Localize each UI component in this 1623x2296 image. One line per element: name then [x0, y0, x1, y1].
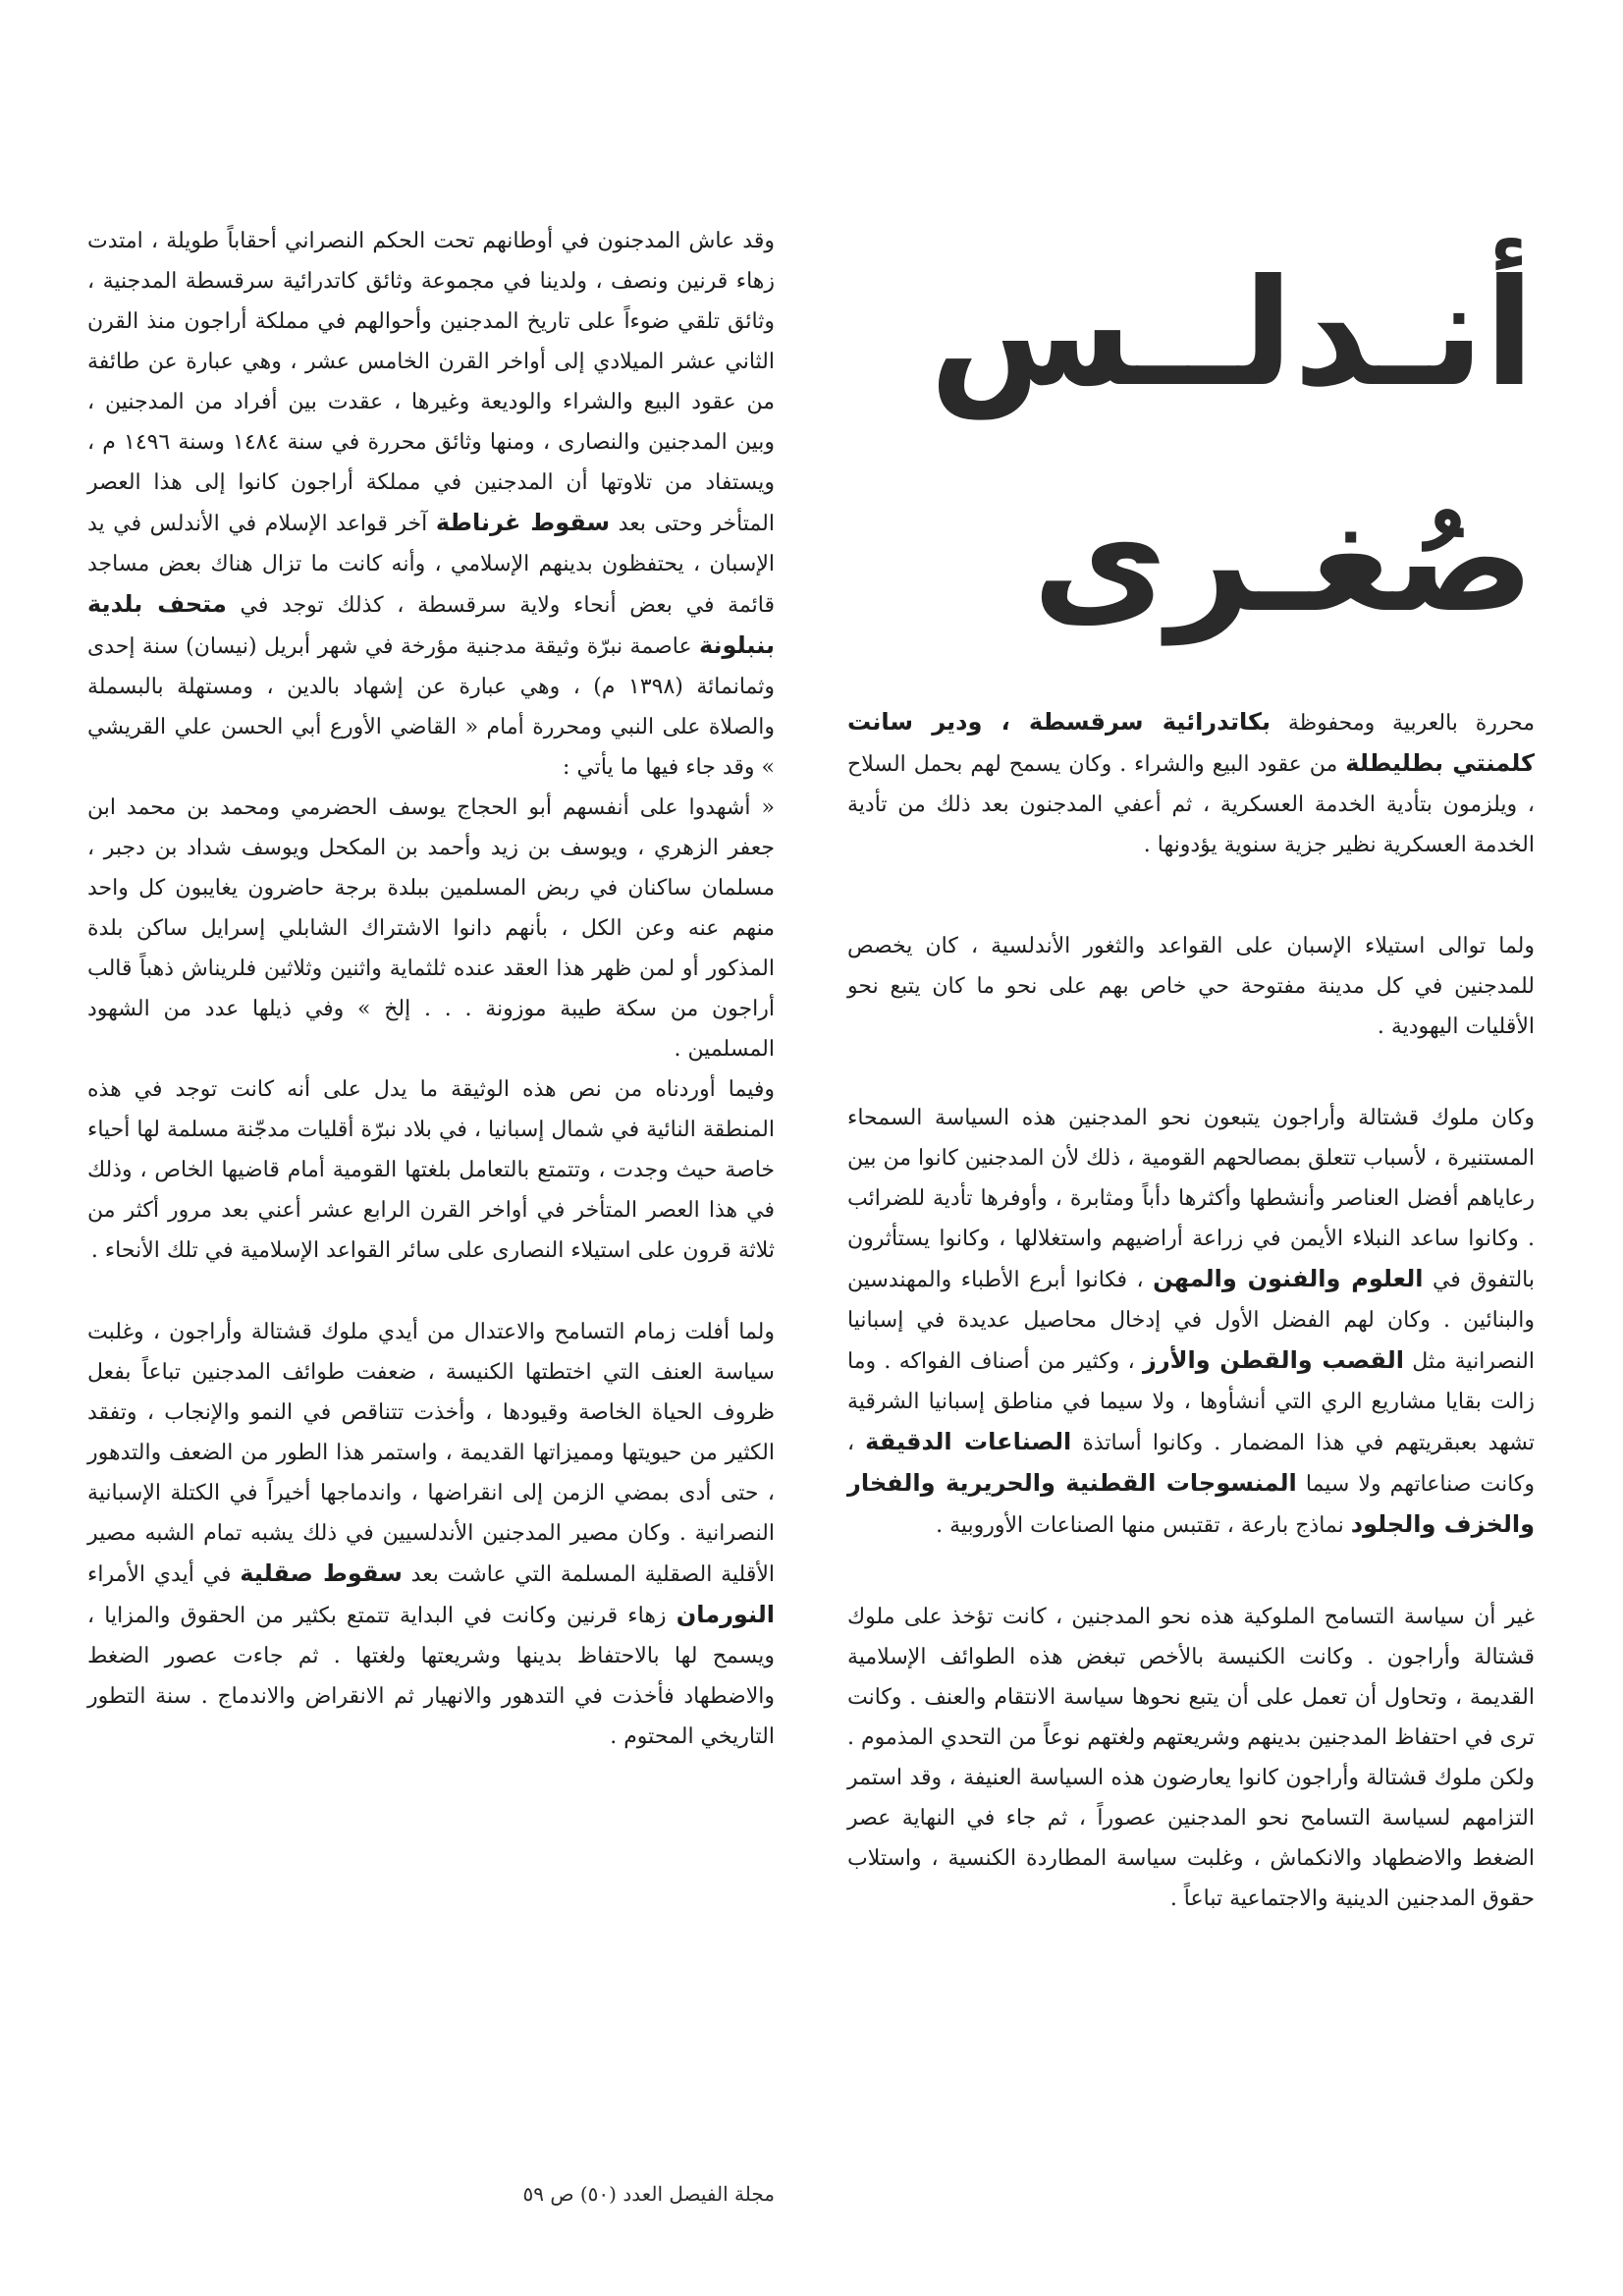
- page-footer: مجلة الفيصل العدد (٥٠) ص ٥٩: [522, 2182, 775, 2206]
- paragraph: ولما توالى استيلاء الإسبان على القواعد والثغور الأندلسية ، كان يخصص للمدجنين في كل مدينة مفتوحة حي خاص بهم على نحو ما كان يتبع نحو الأقليات اليهودية .: [847, 934, 1535, 1039]
- bold-phrase: سقوط غرناطة: [435, 509, 611, 536]
- bold-phrase: العلوم والفنون والمهن: [1153, 1265, 1424, 1292]
- title-line-1: أنـدلــس: [929, 248, 1535, 419]
- quoted-document: « أشهدوا على أنفسهم أبو الحجاج يوسف الحضرمي ومحمد بن محمد ابن جعفر الزهري ، ويوسف بن زيد وأحمد بن المكحل ويوسف شداد بن دجبر ، مسلمان ساكنان في ربض المسلمين ببلدة برجة حاضرون يغايبون كل واحد منهم عنه وعن الكل ، بأنهم دانوا الاشتراك الشابلي إسرايل ساكن بلدة المذكور أو لمن ظهر هذا العقد عنده ثلثماية واثنين وثلاثين فلريناش ذهباً قالب أراجون من سكة طيبة موزونة . . . إلخ » وفي ذيلها عدد من الشهود المسلمين .: [87, 795, 775, 1062]
- paragraph: ولما أفلت زمام التسامح والاعتدال من أيدي ملوك قشتالة وأراجون ، وغلبت سياسة العنف التي اختطتها الكنيسة ، ضعفت طوائف المدجنين تباعاً بفعل ظروف الحياة الخاصة وقيودها ، وأخذت تتناقص في النمو والإنجاب ، وتفقد الكثير من حيويتها ومميزاتها القديمة ، واستمر هذا الطور من الضعف والتدهور ، حتى أدى بمضي الزمن إلى انقراضها ، واندماجها أخيراً في الكتلة الإسبانية النصرانية . وكان مصير المدجنين الأندلسيين في ذلك يشبه تمام الشبه مصير الأقلية الصقلية المسلمة التي عاشت بعد سقوط صقلية في أيدي الأمراء النورمان زهاء قرنين وكانت في البداية تتمتع بكثير من الحقوق والمزايا ، ويسمح لها بالاحتفاظ بدينها وشريعتها ولغتها . ثم جاءت عصور الضغط والاضطهاد فأخذت في التدهور والانهيار ثم الانقراض والاندماج . سنة التطور التاريخي المحتوم .: [87, 1320, 776, 1749]
- bold-phrase: المنسوجات القطنية والحريرية والفخار والخزف والجلود: [847, 1469, 1535, 1538]
- paragraph: وقد عاش المدجنون في أوطانهم تحت الحكم النصراني أحقاباً طويلة ، امتدت زهاء قرنين ونصف ، ولدينا في مجموعة وثائق كاتدرائية سرقسطة المدجنية ، وثائق تلقي ضوءاً على تاريخ المدجنين وأحوالهم في مملكة أراجون منذ القرن الثاني عشر الميلادي إلى أواخر القرن الخامس عشر ، وهي عبارة عن طائفة من عقود البيع والشراء والوديعة وغيرها ، عقدت بين أفراد من المدجنين ، وبين المدجنين والنصارى ، ومنها وثائق محررة في سنة ١٤٨٤ وسنة ١٤٩٦ م ، ويستفاد من تلاوتها أن المدجنين في مملكة أراجون كانوا إلى هذا العصر المتأخر وحتى بعد سقوط غرناطة آخر قواعد الإسلام في الأندلس في يد الإسبان ، يحتفظون بدينهم الإسلامي ، وأنه كانت ما تزال هناك بعض مساجد قائمة في بعض أنحاء ولاية سرقسطة ، كذلك توجد في متحف بلدية بنبلونة عاصمة نبرّة وثيقة مدجنية مؤرخة في شهر أبريل (نيسان) سنة إحدى وثمانمائة (١٣٩٨ م) ، وهي عبارة عن إشهاد بالدين ، ومستهلة بالبسملة والصلاة على النبي ومحررة أمام « القاضي الأورع أبي الحسن علي القريشي » وقد جاء فيها ما يأتي :: [87, 229, 775, 780]
- bold-phrase: الصناعات الدقيقة: [865, 1428, 1072, 1455]
- bold-phrase: النورمان: [676, 1601, 775, 1628]
- paragraph: وفيما أوردناه من نص هذه الوثيقة ما يدل على أنه كانت توجد في هذه المنطقة النائية في شمال إسبانيا ، في بلاد نبرّة أقليات مدجّنة مسلمة لها أحياء خاصة حيث وجدت ، وتتمتع بالتعامل بلغتها القومية أمام قاضيها الخاص ، وذلك في هذا العصر المتأخر في أواخر القرن الرابع عشر أعني بعد مرور أكثر من ثلاثة قرون على استيلاء النصارى على سائر القواعد الإسلامية في تلك الأنحاء .: [87, 1077, 775, 1263]
- bold-phrase: بكاتدرائية سرقسطة ، ودير سانت كلمنتي بطليطلة: [847, 708, 1536, 777]
- paragraph: غير أن سياسة التسامح الملوكية هذه نحو المدجنين ، كانت تؤخذ على ملوك قشتالة وأراجون . وكانت الكنيسة بالأخص تبغض هذه الطوائف الإسلامية القديمة ، وتحاول أن تعمل على أن يتبع نحوها سياسة الانتقام والعنف . وكانت ترى في احتفاظ المدجنين بدينهم وشريعتهم ولغتهم نوعاً من التحدي المذموم . ولكن ملوك قشتالة وأراجون كانوا يعارضون هذه السياسة العنيفة ، وقد استمر التزامهم لسياسة التسامح نحو المدجنين عصوراً ، ثم جاء في النهاية عصر الضغط والاضطهاد والانكماش ، وغلبت سياسة المطاردة الكنسية ، واستلاب حقوق المدجنين الدينية والاجتماعية تباعاً .: [847, 1605, 1535, 1911]
- bold-phrase: القصب والقطن والأرز: [1143, 1346, 1404, 1374]
- bold-phrase: متحف بلدية بنبلونة: [87, 590, 775, 659]
- paragraph: محررة بالعربية ومحفوظة بكاتدرائية سرقسطة ، ودير سانت كلمنتي بطليطلة من عقود البيع والشراء . وكان يسمح لهم بحمل السلاح ، ويلزمون بتأدية الخدمة العسكرية ، ثم أعفي المدجنون بعد ذلك من تأدية الخدمة العسكرية نظير جزية سنوية يؤدونها .: [847, 708, 1536, 857]
- left-column: [87, 221, 775, 1757]
- paragraph: وكان ملوك قشتالة وأراجون يتبعون نحو المدجنين هذه السياسة السمحاء المستنيرة ، لأسباب تتعلق بمصالحهم القومية ، ذلك لأن المدجنين كانوا من بين رعاياهم أفضل العناصر وأنشطها وأكثرها دأباً ومثابرة ، وأوفرها تأدية للضرائب . وكانوا ساعد النبلاء الأيمن في زراعة أراضيهم واستغلالها ، وكانوا يستأثرون بالتفوق في العلوم والفنون والمهن ، فكانوا أبرع الأطباء والمهندسين والبنائين . وكان لهم الفضل الأول في إدخال محاصيل عديدة في إسبانيا النصرانية مثل القصب والقطن والأرز ، وكثير من أصناف الفواكه . وما زالت بقايا مشاريع الري التي أنشأوها ، ولا سيما في مناطق إسبانيا الشرقية تشهد بعبقريتهم في هذا المضمار . وكانوا أساتذة الصناعات الدقيقة ، وكانت صناعاتهم ولا سيما المنسوجات القطنية والحريرية والفخار والخزف والجلود نماذج بارعة ، تقتبس منها الصناعات الأوروبية .: [846, 1106, 1536, 1538]
- bold-phrase: سقوط صقلية: [240, 1559, 403, 1587]
- title-line-2: صُغـرى: [1032, 474, 1535, 645]
- article-title: [847, 221, 1535, 673]
- right-column: [847, 702, 1535, 1970]
